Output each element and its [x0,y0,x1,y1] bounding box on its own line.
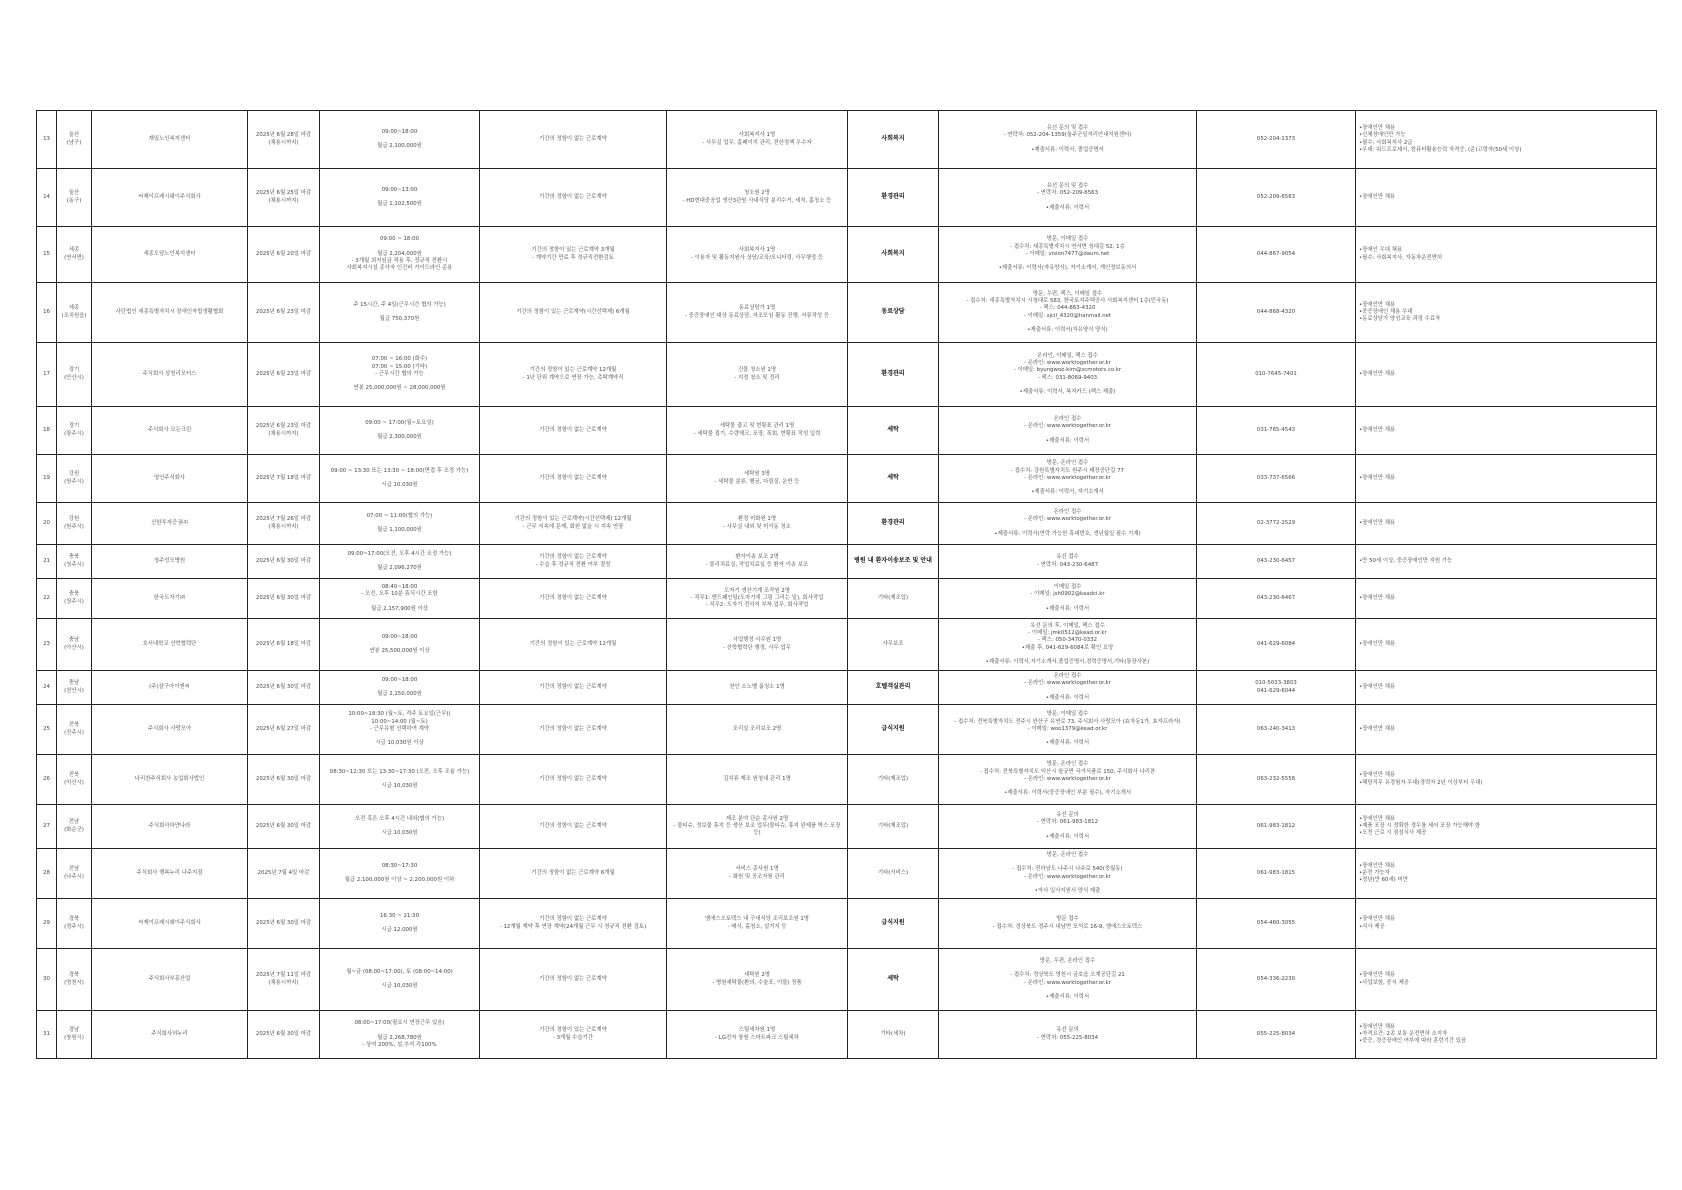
notes-cell: •장애인만 채용 [1356,579,1657,619]
region-cell: 강원 (원주시) [57,455,92,503]
deadline-cell: 2025년 6월 23일 마감 [248,283,320,343]
application-cell: 이메일 접수 - 이메일: jsh0902@kaadci.kr •제출서류: 이력서 [939,579,1197,619]
phone-cell: 044-867-9054 [1197,227,1356,283]
phone-cell: 054-336-2230 [1197,949,1356,1011]
row-number: 17 [37,343,57,407]
region-cell: 전남 (화순군) [57,805,92,849]
row-number: 23 [37,619,57,671]
phone-cell: 052-204-1373 [1197,111,1356,169]
job-category-cell: 기타(제조업) [848,755,939,805]
company-cell: 세종도담노인복지센터 [92,227,248,283]
application-cell: 유선 문의 및 접수 - 연락처: 052-204-1359(울주군일자리안내지원센터) •제출서류: 이력서, 졸업증명서 [939,111,1197,169]
duty-cell: 환자이송 보조 2명 - 물리치료실, 작업치료실 등 환자 이송 보조 [667,545,848,579]
region-cell: 충남 (아산시) [57,619,92,671]
job-category-cell: 사회복지 [848,227,939,283]
notes-cell: •장애인만 채용 •운전 가능자 •정년(만 60세) 미만 [1356,849,1657,899]
region-cell: 충남 (천안시) [57,671,92,705]
hours-wage-cell: 10:00~18:30 (월~토, 격주 토요일(근무)) 10:00~14:00 (월~토) - 근무유형 선택하여 계약 시급 10,030원 이상 [320,705,480,755]
contract-cell: 기간의 정함이 있는 근로계약 12개월 - 1년 단위 계약으로 연장 가능, 촉탁계약직 [480,343,667,407]
company-cell: (주)삼구아이앤씨 [92,671,248,705]
region-cell: 강원 (원주시) [57,503,92,545]
duty-cell: 사회복지사 1명 - 사무실 업무, 홈페이지 관리, 전산정책 우수자 [667,111,848,169]
notes-cell: •장애인만 채용 •해당직무 유경험자 우대(경력자 2년 이상부터 우대) [1356,755,1657,805]
duty-cell: 사회복지사 1명 - 이용자 및 활동지원사 상담/교육/모니터링, 사무행정 등 [667,227,848,283]
duty-cell: 세탁원 2명 - 병원세탁물(환의, 수술포, 이불) 정품 [667,949,848,1011]
application-cell: 방문, 우편, 온라인 접수 - 접수처: 경상북도 영천시 금호읍 오계공단길 21 - 온라인: www.worktogether.or.kr •제출서류: 이력서 [939,949,1197,1011]
table-row [37,671,1657,705]
region-cell: 세종 (조치원읍) [57,283,92,343]
deadline-cell: 2025년 7월 4일 마감 [248,849,320,899]
company-cell: 주식회사허누리 [92,1011,248,1059]
region-cell: 경남 (창원시) [57,1011,92,1059]
application-cell: 유선 문의 - 연락처: 055-225-8034 [939,1011,1197,1059]
hours-wage-cell: 월~금 (08:00~17:00), 토 (08:00~14:00) 시급 10,030원 [320,949,480,1011]
application-cell: 방문, 온라인 접수 - 접수처: 전북특별자치도 익산시 왕궁면 국가식품로 150, 주식회사 나리찬 - 온라인: www.worktogether.or.kr •제출서류: 이력서(중증장애인 부분 필수), 자기소개서 [939,755,1197,805]
duty-cell: 제조 분야 단순 종사원 2명 - 물티슈, 정보물 휴지 등 생산 보조 업무(물티슈, 휴지 완제품 박스 포장 등) [667,805,848,849]
duty-cell: 김치류 제조 원청내 관리 1명 [667,755,848,805]
duty-cell: 동료상담가 1명 - 중증장애인 대상 동료상담, 자조모임 활동 진행, 서류작성 등 [667,283,848,343]
hours-wage-cell: 08:30~12:30 또는 13:30~17:30 (오전, 오후 조율 가능) 시급 10,030원 [320,755,480,805]
application-cell: 방문, 우편, 팩스, 이메일 접수 - 접수처: 세종특별자치시 시청대로 583, 한국토지주택공사 사회복지센터 1층(민국동) - 팩스: 044-863-4320 - 이메일: sjcil_4320@hanmail.net •제출서류: 이력서(자유양식 양식) [939,283,1197,343]
notes-cell: •장애인만 채용 •제품 포장 시 정확한 경우를 세어 포장 가능해야 함 •오전 근로 시 점심식사 제공 [1356,805,1657,849]
notes-cell: •장애인 우대 채용 •필수: 사회복지사, 자동차운전면허 [1356,227,1657,283]
job-category-cell: 기타(서비스) [848,849,939,899]
table-row [37,111,1657,169]
job-category-cell: 환경관리 [848,503,939,545]
notes-cell: •장애인만 채용 [1356,503,1657,545]
deadline-cell: 2025년 6월 23일 마감 [248,343,320,407]
table-row [37,705,1657,755]
application-cell: 온라인, 이메일, 팩스 접수 - 온라인: www.worktogether.or.kr - 이메일: byungwoo.kim@scmotors.co.kr - 팩스: 031-8069-9403 •제출서류: 이력서, 복지카드 (팩스 제출) [939,343,1197,407]
notes-cell: •장애인만 채용 •중증장애인 채용 우대 •동료상담가 양성교육 과정 수료자 [1356,283,1657,343]
application-cell: 유선 문의 및 접수 - 연락처: 052-209-6563 •제출서류: 이력서 [939,169,1197,227]
company-cell: 주식회사 삼천리모터스 [92,343,248,407]
table-row [37,503,1657,545]
row-number: 27 [37,805,57,849]
duty-cell: 세탁원 3명 - 세탁물 분류, 헹굼, 다림질, 운반 등 [667,455,848,503]
contract-cell: 기간의 정함이 없는 근로계약 [480,755,667,805]
phone-cell: 054-460-3055 [1197,899,1356,949]
phone-cell: 061-983-1812 [1197,805,1356,849]
application-cell: 방문, 이메일 접수 - 접수처: 전북특별자치도 전주시 완산구 유연로 73, 주식회사 사랑모아 (효자동1가, 효자프라자) - 이메일: woo1379@kead.or.kr •제출서류: 이력서 [939,705,1197,755]
region-cell: 경기 (안산시) [57,343,92,407]
table-row [37,755,1657,805]
application-cell: 유선 문의 후, 이메일, 팩스 접수 - 이메일: jmk0512@kead.or.kr - 팩스: 050-3470-0332 •제출 후, 041-629-6084로 확인 요망 •제출서류: 이력서,자기소개서,졸업증명서,경력증명서,기타(통장사본) [939,619,1197,671]
deadline-cell: 2025년 6월 27일 마감 [248,705,320,755]
job-category-cell: 기타(세차) [848,1011,939,1059]
application-cell: 방문 접수 - 접수처: 경상북도 경주시 내남면 포석로 16-9, 엠에스오토텍스 [939,899,1197,949]
table-row [37,619,1657,671]
contract-cell: 기간의 정함이 없는 근로계약 - 12개월 계약 후 연장 계약(24개월 근무 시 정규직 전환 검토) [480,899,667,949]
duty-cell: 건물 청소원 1명 - 지정 청소 및 정리 [667,343,848,407]
notes-cell: •장애인만 채용 [1356,407,1657,455]
row-number: 31 [37,1011,57,1059]
phone-cell: 02-3772-2529 [1197,503,1356,545]
job-category-cell: 세탁 [848,455,939,503]
deadline-cell: 2025년 7월 18일 마감 [248,455,320,503]
job-category-cell: 급식지원 [848,705,939,755]
hours-wage-cell: 오전 혹은 오후 4시간 내외(협의 가능) 시급 10,030원 [320,805,480,849]
duty-cell: 천안 소노벨 룸청소 1명 [667,671,848,705]
notes-cell: •장애인만 채용 •신체장애인만 가능 •필수: 사회복지사 2급 •우대: 워드프로세서, 컴퓨터활용능력 자격증, (준)고령자(50세 이상) [1356,111,1657,169]
company-cell: 주식회사 사랑모아 [92,705,248,755]
hours-wage-cell: 09:00 ~ 13:30 또는 13:30 ~ 18:00(면접 후 조정 가능) 시급 10,030원 [320,455,480,503]
job-category-cell: 환경관리 [848,169,939,227]
notes-cell: •만 50세 이상, 중증장애인만 지원 가능 [1356,545,1657,579]
company-cell: 호서대학교 산학협력단 [92,619,248,671]
table-row [37,1011,1657,1059]
contract-cell: 기간의 정함이 없는 근로계약 6개월 [480,849,667,899]
phone-cell: 043-230-6467 [1197,579,1356,619]
table-row [37,899,1657,949]
job-category-cell: 동료상담 [848,283,939,343]
table-body [37,111,1657,1059]
job-listing-table [36,110,1657,1059]
table-row [37,169,1657,227]
contract-cell: 기간의 정함이 없는 근로계약 - 수습 후 정규직 전환 여부 결정 [480,545,667,579]
duty-cell: 사업행정 사무원 1명 - 산학협력단 행정, 사무 업무 [667,619,848,671]
hours-wage-cell: 07:00 ~ 11:00(협의 가능) 월급 1,100,000원 [320,503,480,545]
application-cell: 온라인 접수 - 온라인: www.worktogether.or.kr •제출서류: 이력서 [939,407,1197,455]
notes-cell: •장애인만 채용 [1356,705,1657,755]
phone-cell: 010-5033-3803 041-629-6044 [1197,671,1356,705]
contract-cell: 기간의 정함이 없는 근로계약 [480,407,667,455]
duty-cell: 엠에스오토텍스 내 구내식당 조리보조원 1명 - 배식, 홀청소, 설거지 등 [667,899,848,949]
company-cell: 신한투자증권㈜ [92,503,248,545]
duty-cell: 조리실 조리보조 2명 [667,705,848,755]
job-category-cell: 사회복지 [848,111,939,169]
company-cell: 씨제이프레시웨이주식회사 [92,899,248,949]
row-number: 28 [37,849,57,899]
region-cell: 세종 (연서면) [57,227,92,283]
hours-wage-cell: 07:00 ~ 16:00 (화수) 07:00 ~ 15:00 (기타) - 근무시간 협의 가능 연봉 25,000,000원 ~ 28,000,000원 [320,343,480,407]
deadline-cell: 2025년 6월 23일 마감 (채용시까지) [248,407,320,455]
contract-cell: 기간의 정함이 없는 근로계약 [480,455,667,503]
region-cell: 전북 (익산시) [57,755,92,805]
deadline-cell: 2025년 6월 20일 마감 [248,227,320,283]
row-number: 20 [37,503,57,545]
job-category-cell: 병원 내 환자이송보조 및 안내 [848,545,939,579]
row-number: 16 [37,283,57,343]
company-cell: 한국도자기㈜ [92,579,248,619]
table-row [37,343,1657,407]
company-cell: 주식회사 행복누리 나주지점 [92,849,248,899]
deadline-cell: 2025년 6월 30일 마감 [248,545,320,579]
company-cell: 나리찬주식회사 농업회사법인 [92,755,248,805]
notes-cell: •장애인만 채용 [1356,343,1657,407]
duty-cell: 청소원 2명 - HD현대중공업 생산3관원 사내식당 분리수거, 세척, 홈청소 등 [667,169,848,227]
row-number: 19 [37,455,57,503]
contract-cell: 기간의 정함이 없는 근로계약 [480,671,667,705]
deadline-cell: 2025년 6월 30일 마감 [248,805,320,849]
contract-cell: 기간의 정함이 있는 근로계약 - 3개월 수습기간 [480,1011,667,1059]
notes-cell: •장애인만 채용 •자격요건: 2종 보통 운전면허 소지자 •중증, 경증장애인 여부에 따라 훈련기간 있음 [1356,1011,1657,1059]
notes-cell: •장애인만 채용 [1356,169,1657,227]
row-number: 30 [37,949,57,1011]
hours-wage-cell: 09:00~17:00(오전, 오후 4시간 조정 가능) 월급 2,096,270원 [320,545,480,579]
application-cell: 온라인 접수 - 온라인: www.worktogether.or.kr •제출서류: 이력서(연락 가능한 휴대번호, 생년월일 필수 기재) [939,503,1197,545]
row-number: 13 [37,111,57,169]
row-number: 29 [37,899,57,949]
contract-cell: 기간의 정함이 있는 근로계약 3개월 - 계약기간 만료 후 정규직전환검토 [480,227,667,283]
job-category-cell: 기타(제조업) [848,579,939,619]
hours-wage-cell: 09:00~18:00 월급 2,100,000원 [320,111,480,169]
application-cell: 유선 문의 - 연락처: 061-983-1812 •제출서류: 이력서 [939,805,1197,849]
phone-cell: 061-983-1815 [1197,849,1356,899]
deadline-cell: 2025년 6월 30일 마감 [248,1011,320,1059]
hours-wage-cell: 09:00~13:00 월급 1,102,500원 [320,169,480,227]
application-cell: 방문, 이메일 접수 - 접수처: 세종특별자치시 연서면 청대길 52, 1층 - 이메일: vision7477@daum.net •제출서류: 이력서(자유양식), 자기소개서, 개인정보동의서 [939,227,1197,283]
table-row [37,455,1657,503]
deadline-cell: 2025년 7월 26일 마감 (채용시까지) [248,503,320,545]
company-cell: 주식회사 모든크린 [92,407,248,455]
hours-wage-cell: 주 15시간, 주 4일(근무시간 협의 가능) 월급 750,370원 [320,283,480,343]
row-number: 15 [37,227,57,283]
region-cell: 경북 (경주시) [57,899,92,949]
notes-cell: •장애인만 채용 •식사 제공 [1356,899,1657,949]
duty-cell: 도자기 생산기계 조작원 2명 - 직무1: 핸드페인팅(도자기에 그림 그리는 일), 회사작업 - 직무2: 도자기 전사지 부착 업무, 회사작업 [667,579,848,619]
phone-cell: 063-232-5558 [1197,755,1356,805]
hours-wage-cell: 09:00~18:00 연봉 25,500,000원 이상 [320,619,480,671]
region-cell: 충북 (청주시) [57,545,92,579]
hours-wage-cell: 08:40~18:00 - 오전, 오후 10분 휴식시간 포함 월급 2,157,900원 이상 [320,579,480,619]
job-category-cell: 환경관리 [848,343,939,407]
deadline-cell: 2025년 6월 30일 마감 [248,755,320,805]
duty-cell: 세탁물 출고 및 현황표 관리 1명 - 세탁물 접기, 수량체크, 포장, 폭회, 현황표 작성 입력 [667,407,848,455]
row-number: 24 [37,671,57,705]
row-number: 26 [37,755,57,805]
company-cell: 영인주식회사 [92,455,248,503]
deadline-cell: 2025년 6월 18일 마감 [248,619,320,671]
deadline-cell: 2025년 6월 30일 마감 [248,579,320,619]
duty-cell: 서비스 종사원 1명 - 화원 및 공조자원 관리 [667,849,848,899]
deadline-cell: 2025년 6월 25일 마감 (채용시까지) [248,169,320,227]
table-row [37,227,1657,283]
table-row [37,407,1657,455]
region-cell: 전남 (나주시) [57,849,92,899]
region-cell: 울산 (남구) [57,111,92,169]
job-category-cell: 사무보조 [848,619,939,671]
contract-cell: 기간의 정함이 있는 근로계약 12개월 [480,619,667,671]
job-category-cell: 급식지원 [848,899,939,949]
deadline-cell: 2025년 6월 30일 마감 [248,671,320,705]
notes-cell: •장애인만 채용 •사업보험, 중식 제공 [1356,949,1657,1011]
contract-cell: 기간의 정함이 없는 근로계약 [480,579,667,619]
notes-cell: •장애인만 채용 [1356,671,1657,705]
application-cell: 온라인 접수 - 온라인: www.worktogether.or.kr •제출서류: 이력서 [939,671,1197,705]
contract-cell: 기간의 정함이 없는 근로계약 [480,169,667,227]
phone-cell: 041-629-6084 [1197,619,1356,671]
phone-cell: 043-230-6457 [1197,545,1356,579]
contract-cell: 기간의 정함이 없는 근로계약 [480,111,667,169]
row-number: 21 [37,545,57,579]
row-number: 18 [37,407,57,455]
company-cell: 재일노인복지센터 [92,111,248,169]
hours-wage-cell: 16:30 ~ 21:30 시급 12,000원 [320,899,480,949]
hours-wage-cell: 08:30~17:30 월급 2,100,000원 이상 ~ 2,200,000원 이하 [320,849,480,899]
contract-cell: 기간의 정함이 없는 근로계약 [480,949,667,1011]
region-cell: 전북 (전주시) [57,705,92,755]
duty-cell: 스팀세차원 1명 - LG전자 창원 스마트파크 스팀세차 [667,1011,848,1059]
table-row [37,579,1657,619]
hours-wage-cell: 09:00~18:00 월급 2,150,000원 [320,671,480,705]
phone-cell: 031-765-4543 [1197,407,1356,455]
hours-wage-cell: 09:00 ~ 17:00(월~토요일) 월급 2,300,000원 [320,407,480,455]
contract-cell: 기간의 정함이 있는 근로계약(시간선택제) 12개월 - 근무 지속에 문제, 회원 없을 시 지속 연장 [480,503,667,545]
region-cell: 경북 (영천시) [57,949,92,1011]
table-row [37,805,1657,849]
company-cell: 청주성모병원 [92,545,248,579]
application-cell: 방문, 온라인 접수 - 접수처: 전라남도 나주시 나주로 540(중월동) - 온라인: www.worktogether.or.kr •자사 입사지원서 양식 제출 [939,849,1197,899]
company-cell: 씨제이프레시웨이주식회사 [92,169,248,227]
job-category-cell: 세탁 [848,407,939,455]
phone-cell: 063-240-3413 [1197,705,1356,755]
contract-cell: 기간의 정함이 없는 근로계약 [480,805,667,849]
job-category-cell: 기타(제조업) [848,805,939,849]
phone-cell: 052-209-6563 [1197,169,1356,227]
phone-cell: 010-7645-7401 [1197,343,1356,407]
deadline-cell: 2025년 6월 28일 마감 (채용시까지) [248,111,320,169]
job-category-cell: 세탁 [848,949,939,1011]
company-cell: 주식회사하얀나라 [92,805,248,849]
row-number: 22 [37,579,57,619]
region-cell: 경기 (광주시) [57,407,92,455]
phone-cell: 055-225-8034 [1197,1011,1356,1059]
job-category-cell: 호텔객실관리 [848,671,939,705]
table-row [37,949,1657,1011]
notes-cell: •장애인만 채용 [1356,455,1657,503]
application-cell: 유선 접수 - 연락처: 043-230-6487 [939,545,1197,579]
table-row [37,283,1657,343]
hours-wage-cell: 09:00 ~ 18:00 월급 2,204,000원 - 3개월 최저임금 적용 후, 정규직 전환시 사회복지시설 종사자 인건비 가이드라인 준용 [320,227,480,283]
contract-cell: 기간의 정함이 없는 근로계약 [480,705,667,755]
table-row [37,849,1657,899]
hours-wage-cell: 08:00~17:00(필요시 연장근무 있음) 월급 2,268,780원 - 상여 200%, 설,추석 각100% [320,1011,480,1059]
contract-cell: 기간의 정함이 있는 근로계약(시간선택제) 6개월 [480,283,667,343]
company-cell: 사단법인 세종특별자치시 장애인자립생활협회 [92,283,248,343]
region-cell: 충북 (청주시) [57,579,92,619]
company-cell: 주식회사부흥산업 [92,949,248,1011]
deadline-cell: 2025년 7월 11일 마감 (채용시까지) [248,949,320,1011]
deadline-cell: 2025년 6월 30일 마감 [248,899,320,949]
phone-cell: 044-868-4320 [1197,283,1356,343]
application-cell: 방문, 온라인 접수 - 접수처: 강원특별자치도 원주시 태장공단길 77 - 온라인: www.worktogether.or.kr •제출서류: 이력서, 자기소개서 [939,455,1197,503]
duty-cell: 환경 미화원 1명 - 사무실 내외 및 미이동 청소 [667,503,848,545]
table-row [37,545,1657,579]
row-number: 14 [37,169,57,227]
region-cell: 울산 (동구) [57,169,92,227]
phone-cell: 033-737-6566 [1197,455,1356,503]
row-number: 25 [37,705,57,755]
notes-cell: •장애인만 채용 [1356,619,1657,671]
